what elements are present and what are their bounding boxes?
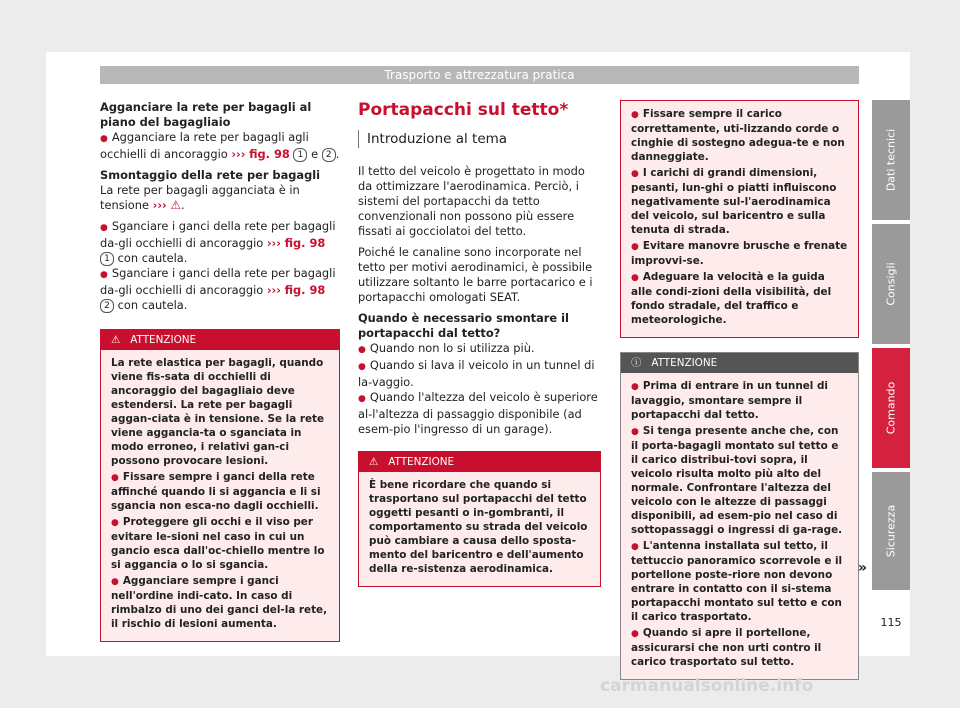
warning-body: La rete elastica per bagagli, quando viene fis-sata di occhielli di ancoraggio del bagagliaio deve estendersi. La rete per bagagli aggan-ciata è in tensione. Se la rete viene aggancia-ta o sganciata in modo erroneo, i relativi gan-ci possono provocare lesioni. ● Fissare sempre i ganci della rete affinché quando li si aggancia e li si sgancia non esca-no dagli occhielli. ● Proteggere gli occhi e il viso per evitare le-sioni nel caso in cui un gancio esca dall'oc-chiello mentre lo si aggancia o lo si sgancia. ● Agganciare sempre i ganci nell'ordine indi-cato. In caso di rimbalzo di uno dei ganci del-la rete, il rischio di lesioni aumenta. <box>101 350 339 641</box>
bullet-icon: ● <box>100 270 108 280</box>
warning-continuation-box <box>620 100 859 338</box>
warning-header: ⚠ ATTENZIONE <box>101 330 339 350</box>
tab-comando[interactable]: Comando <box>872 348 910 468</box>
paragraph: La rete per bagagli agganciata è in tensione ››› ⚠. <box>100 183 300 212</box>
list-item: ● Adeguare la velocità e la guida alle condi-zioni della visibilità, del fondo stradale, del traffico e meteorologiche. <box>631 271 832 326</box>
bullet-icon: ● <box>100 223 108 233</box>
question-heading: Quando è necessario smontare il portapacchi dal tetto? <box>358 311 569 340</box>
list-item: ● I carichi di grandi dimensioni, pesanti, lun-ghi o piatti influiscono negativamente sul-l'aerodinamica del veicolo, sul baricentro e sulla tenuta di strada. <box>631 167 837 236</box>
list-item: ● Proteggere gli occhi e il viso per evitare le-sioni nel caso in cui un gancio esca dall'oc-chiello mentre lo si aggancia o lo si sgancia. <box>111 516 325 571</box>
figure-link[interactable]: fig. 98 <box>249 147 290 161</box>
callout-number: 2 <box>100 299 114 313</box>
warning-body <box>621 101 858 337</box>
list-item: ● Sganciare i ganci della rete per bagagli da-gli occhielli di ancoraggio ››› fig. 98 2 con cautela. <box>100 266 336 312</box>
list-item: ● Prima di entrare in un tunnel di lavaggio, smontare sempre il portapacchi dal tetto. <box>631 380 828 421</box>
bullet-icon: ● <box>100 134 108 144</box>
column-2 <box>358 100 601 587</box>
notice-body <box>621 373 858 679</box>
list-item: ● Fissare sempre il carico correttamente, uti-lizzando corde o cinghie di sostegno adegua-te e non danneggiate. <box>631 108 845 163</box>
column-3 <box>620 100 859 680</box>
list-item: ● Sganciare i ganci della rete per bagagli da-gli occhielli di ancoraggio ››› fig. 98 1 con cautela. <box>100 219 336 265</box>
warning-box <box>100 329 340 642</box>
section-heading: Smontaggio della rete per bagagli <box>100 168 321 182</box>
list-item: ● L'antenna installata sul tetto, il tettuccio panoramico scorrevole e il portellone poste-riore non devono entrare in contatto con il si-stema portapacchi montato sul tetto e con il carico trasportato. <box>631 540 843 623</box>
page-number: 115 <box>880 616 902 629</box>
warning-body: È bene ricordare che quando si trasportano sul portapacchi del tetto oggetti pesanti o in-gombranti, il comportamento su strada del veicolo può cambiare a causa dello sposta-mento del baricentro e dell'aumento della re-sistenza aerodinamica. <box>359 472 600 586</box>
column-1 <box>100 100 340 642</box>
warning-box <box>358 451 601 587</box>
list-item: ● Quando si apre il portellone, assicurarsi che non urti contro il carico trasportato sul tetto. <box>631 627 822 668</box>
callout-number: 2 <box>322 148 336 162</box>
callout-number: 1 <box>293 148 307 162</box>
list-item: ● Fissare sempre i ganci della rete affinché quando li si aggancia e li si sgancia non esca-no dagli occhielli. <box>111 471 321 512</box>
figure-link[interactable]: fig. 98 <box>284 283 326 297</box>
warning-header: ⚠ ATTENZIONE <box>359 452 600 472</box>
list-item: ● Quando l'altezza del veicolo è superiore al-l'altezza di passaggio disponibile (ad esem-pio l'ingresso di un garage). <box>358 390 598 436</box>
tab-dati-tecnici[interactable]: Dati tecnici <box>872 100 910 220</box>
list-item: ● Agganciare sempre i ganci nell'ordine indi-cato. In caso di rimbalzo di uno dei ganci del-la rete, il rischio di lesioni aumenta. <box>111 575 328 630</box>
warning-icon[interactable]: ⚠ <box>170 198 182 212</box>
list-item: ● Si tenga presente anche che, con il porta-bagagli montato sul tetto e il carico distribui-tovi sopra, il veicolo risulta molto più alto del normale. Confrontare l'altezza del veicolo con le altezze di passaggi disponibili, ad esem-pio nel caso di sottopassaggi o ingressi di ga-rage. <box>631 425 843 536</box>
notice-box <box>620 352 859 680</box>
section-heading: Agganciare la rete per bagagli al piano del bagagliaio <box>100 100 312 129</box>
list-item: ● Quando non lo si utilizza più. <box>358 341 535 355</box>
tab-consigli[interactable]: Consigli <box>872 224 910 344</box>
list-item: ● Agganciare la rete per bagagli agli occhielli di ancoraggio ››› fig. 98 1 e 2 . <box>100 130 340 161</box>
warning-icon: ⚠ <box>369 456 379 468</box>
section-title: Portapacchi sul tetto* <box>358 100 569 120</box>
paragraph: Poiché le canaline sono incorporate nel tetto per motivi aerodinamici, è possibile utilizzare soltanto le barre portacarico e i portapacchi omologati SEAT. <box>358 245 593 304</box>
section-subtitle: Introduzione al tema <box>358 130 601 148</box>
tab-sicurezza[interactable]: Sicurezza <box>872 472 910 590</box>
warning-icon: ⚠ <box>111 334 121 346</box>
page-header: Trasporto e attrezzatura pratica <box>100 66 859 84</box>
list-item: ● Quando si lava il veicolo in un tunnel di la-vaggio. <box>358 358 595 389</box>
continue-icon: » <box>858 560 868 576</box>
info-icon: ⓘ <box>631 357 642 369</box>
callout-number: 1 <box>100 252 114 266</box>
figure-link[interactable]: fig. 98 <box>284 236 326 250</box>
paragraph: Il tetto del veicolo è progettato in modo da ottimizzare l'aerodinamica. Perciò, i sistemi del portapacchi da tetto convenzionali non possono più essere fissati ai gocciolatoi del tetto. <box>358 164 585 238</box>
notice-header: ⓘ ATTENZIONE <box>621 353 858 373</box>
list-item: ● Evitare manovre brusche e frenate improvvi-se. <box>631 240 848 267</box>
watermark: carmanualsonline.info <box>600 676 814 696</box>
